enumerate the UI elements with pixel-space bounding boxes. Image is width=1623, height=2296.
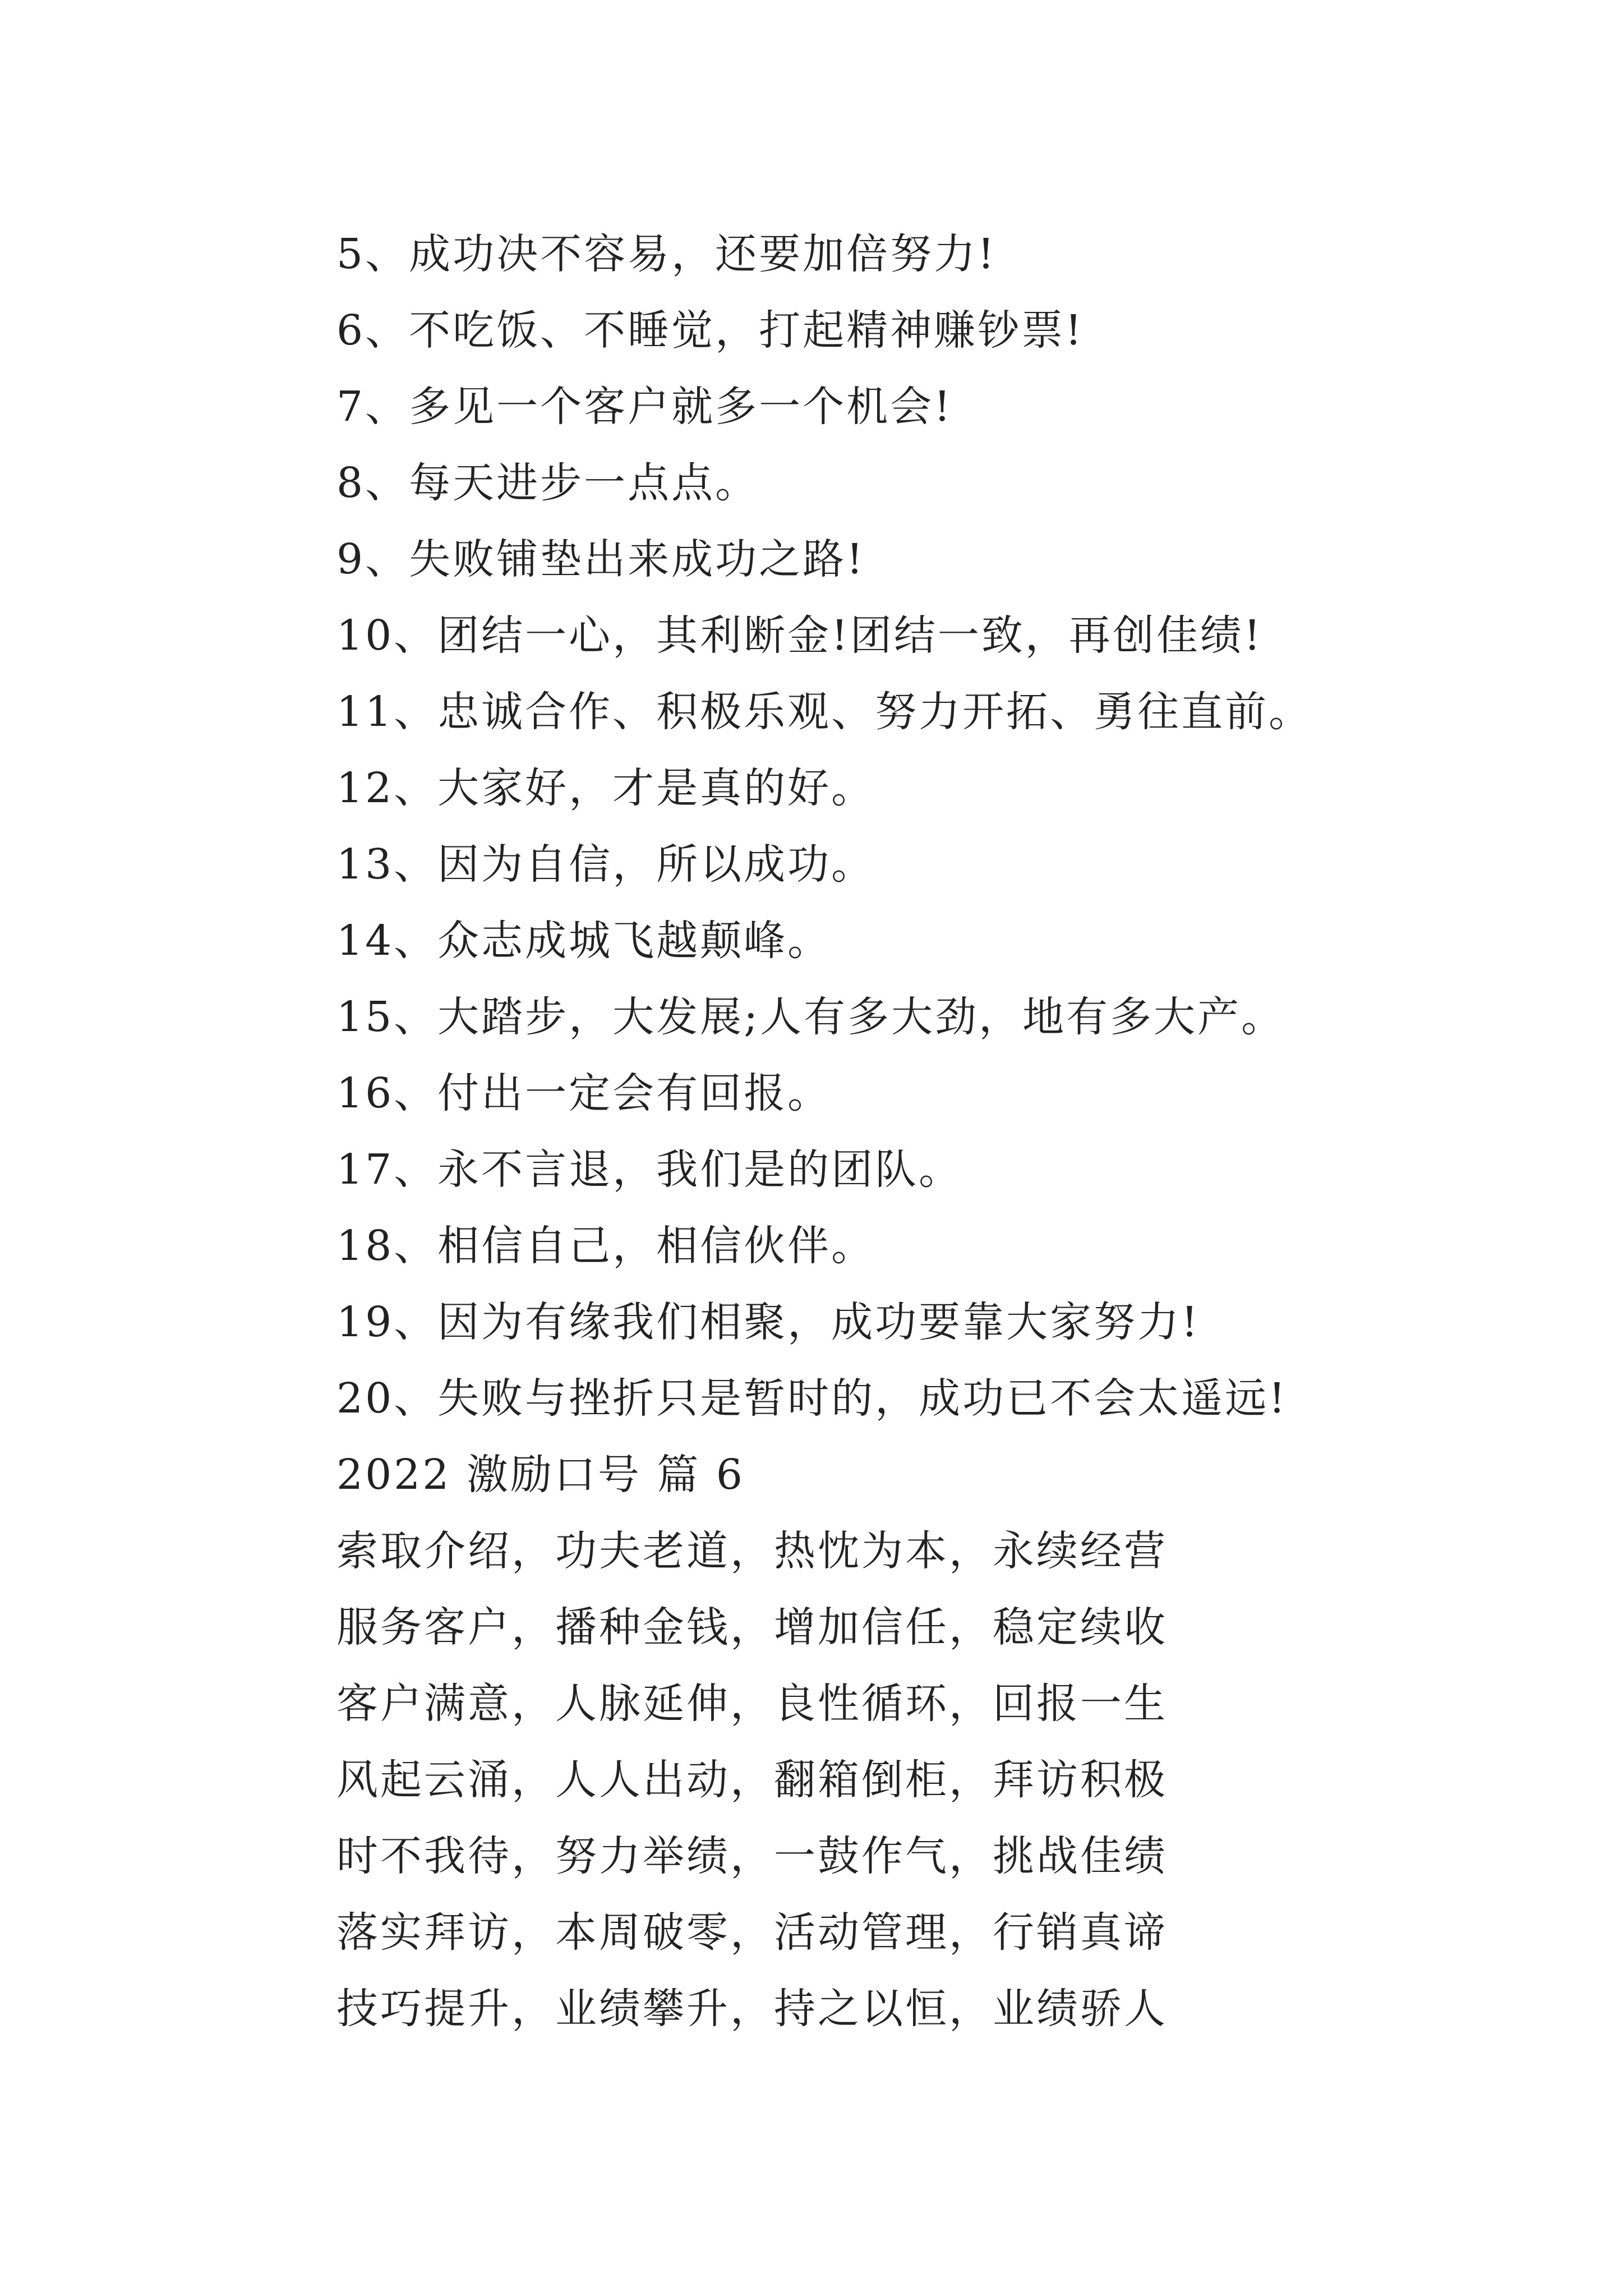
slogan-line-18: 18、相信自己，相信伙伴。 xyxy=(336,1222,875,1270)
slogan-line-16: 16、付出一定会有回报。 xyxy=(336,1069,832,1117)
verse-line: 技巧提升，业绩攀升，持之以恒，业绩骄人 xyxy=(336,1985,1168,2033)
slogan-line-14: 14、众志成城飞越颠峰。 xyxy=(336,917,832,965)
slogan-line-19: 19、因为有缘我们相聚，成功要靠大家努力! xyxy=(336,1298,1200,1346)
verse-line: 落实拜访，本周破零，活动管理，行销真谛 xyxy=(336,1908,1168,1957)
slogan-line-12: 12、大家好，才是真的好。 xyxy=(336,764,875,812)
slogan-line-7: 7、多见一个客户就多一个机会! xyxy=(336,383,953,431)
slogan-line-10: 10、团结一心，其利断金!团结一致，再创佳绩! xyxy=(336,611,1263,660)
document-body xyxy=(336,216,1525,2047)
verse-line: 时不我待，努力举绩，一鼓作气，挑战佳绩 xyxy=(336,1832,1168,1880)
verse-line: 客户满意，人脉延伸，良性循环，回报一生 xyxy=(336,1680,1168,1728)
slogan-line-15: 15、大踏步，大发展;人有多大劲，地有多大产。 xyxy=(336,993,1285,1041)
slogan-line-11: 11、忠诚合作、积极乐观、努力开拓、勇往直前。 xyxy=(336,688,1313,736)
verse-line: 服务客户，播种金钱，增加信任，稳定续收 xyxy=(336,1603,1168,1651)
slogan-line-5: 5、成功决不容易，还要加倍努力! xyxy=(336,230,997,278)
slogan-line-20: 20、失败与挫折只是暂时的，成功已不会太遥远! xyxy=(336,1374,1288,1423)
slogan-line-8: 8、每天进步一点点。 xyxy=(336,459,759,507)
section-heading: 2022 激励口号 篇 6 xyxy=(336,1451,745,1499)
verse-line: 索取介绍，功夫老道，热忱为本，永续经营 xyxy=(336,1527,1168,1575)
slogan-line-17: 17、永不言退，我们是的团队。 xyxy=(336,1145,963,1194)
slogan-line-6: 6、不吃饭、不睡觉，打起精神赚钞票! xyxy=(336,306,1084,355)
slogan-line-9: 9、失败铺垫出来成功之路! xyxy=(336,535,865,583)
slogan-line-13: 13、因为自信，所以成功。 xyxy=(336,840,875,889)
verse-line: 风起云涌，人人出动，翻箱倒柜，拜访积极 xyxy=(336,1756,1168,1804)
